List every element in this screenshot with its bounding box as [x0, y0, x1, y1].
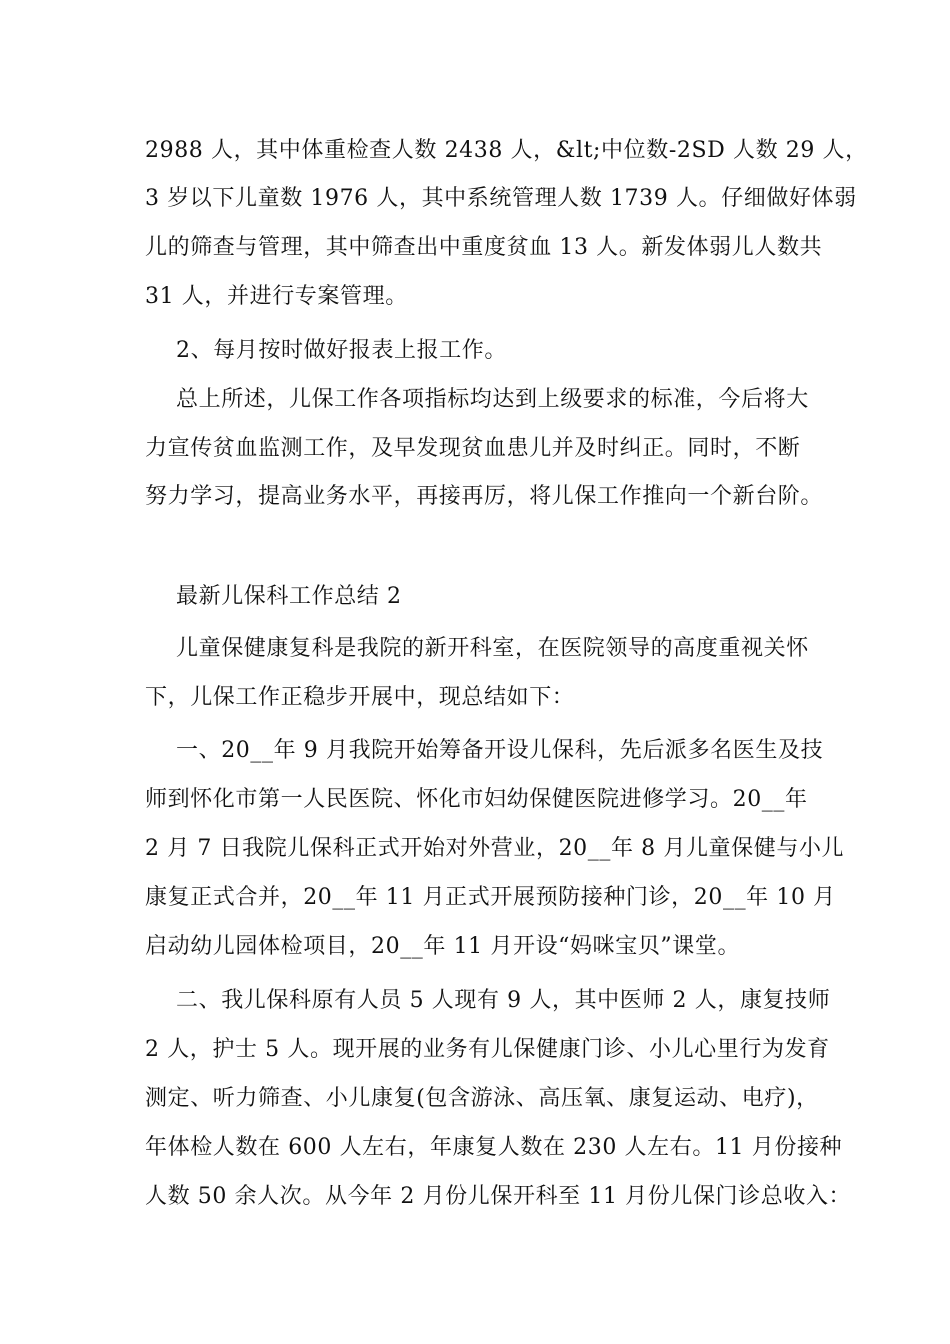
point1-line: 一、20__年 9 月我院开始筹备开设儿保科，先后派多名医生及技	[176, 738, 824, 763]
point2-line: 人数 50 余人次。从今年 2 月份儿保开科至 11 月份儿保门诊总收入：	[145, 1184, 852, 1209]
paragraph-line: 2988 人，其中体重检查人数 2438 人，&lt;中位数-2SD 人数 29 人，	[145, 138, 868, 163]
point1-line: 2 月 7 日我院儿保科正式开始对外营业，20__年 8 月儿童保健与小儿	[145, 836, 845, 861]
paragraph-line: 3 岁以下儿童数 1976 人，其中系统管理人数 1739 人。仔细做好体弱	[145, 186, 857, 211]
summary-line: 力宣传贫血监测工作，及早发现贫血患儿并及时纠正。同时，不断	[145, 436, 801, 461]
point2-line: 年体检人数在 600 人左右，年康复人数在 230 人左右。11 月份接种	[145, 1135, 843, 1160]
point1-line: 康复正式合并，20__年 11 月正式开展预防接种门诊，20__年 10 月	[145, 885, 836, 910]
point2-line: 测定、听力筛查、小儿康复(包含游泳、高压氧、康复运动、电疗)，	[145, 1086, 819, 1111]
paragraph-line: 31 人，并进行专案管理。	[145, 284, 408, 309]
summary-line: 努力学习，提高业务水平，再接再厉，将儿保工作推向一个新台阶。	[145, 484, 824, 509]
point1-line: 师到怀化市第一人民医院、怀化市妇幼保健医院进修学习。20__年	[145, 787, 808, 812]
summary-line: 总上所述，儿保工作各项指标均达到上级要求的标准，今后将大	[176, 387, 809, 412]
intro-line: 儿童保健康复科是我院的新开科室，在医院领导的高度重视关怀	[176, 636, 809, 661]
point2-line: 2 人，护士 5 人。现开展的业务有儿保健康门诊、小儿心里行为发育	[145, 1037, 830, 1062]
list-item-2: 2、每月按时做好报表上报工作。	[176, 338, 507, 363]
point2-line: 二、我儿保科原有人员 5 人现有 9 人，其中医师 2 人，康复技师	[176, 988, 831, 1013]
point1-line: 启动幼儿园体检项目，20__年 11 月开设“妈咪宝贝”课堂。	[145, 934, 741, 959]
paragraph-line: 儿的筛查与管理，其中筛查出中重度贫血 13 人。新发体弱儿人数共	[145, 235, 823, 260]
intro-line: 下，儿保工作正稳步开展中，现总结如下：	[145, 685, 575, 710]
section-heading: 最新儿保科工作总结 2	[176, 584, 402, 609]
